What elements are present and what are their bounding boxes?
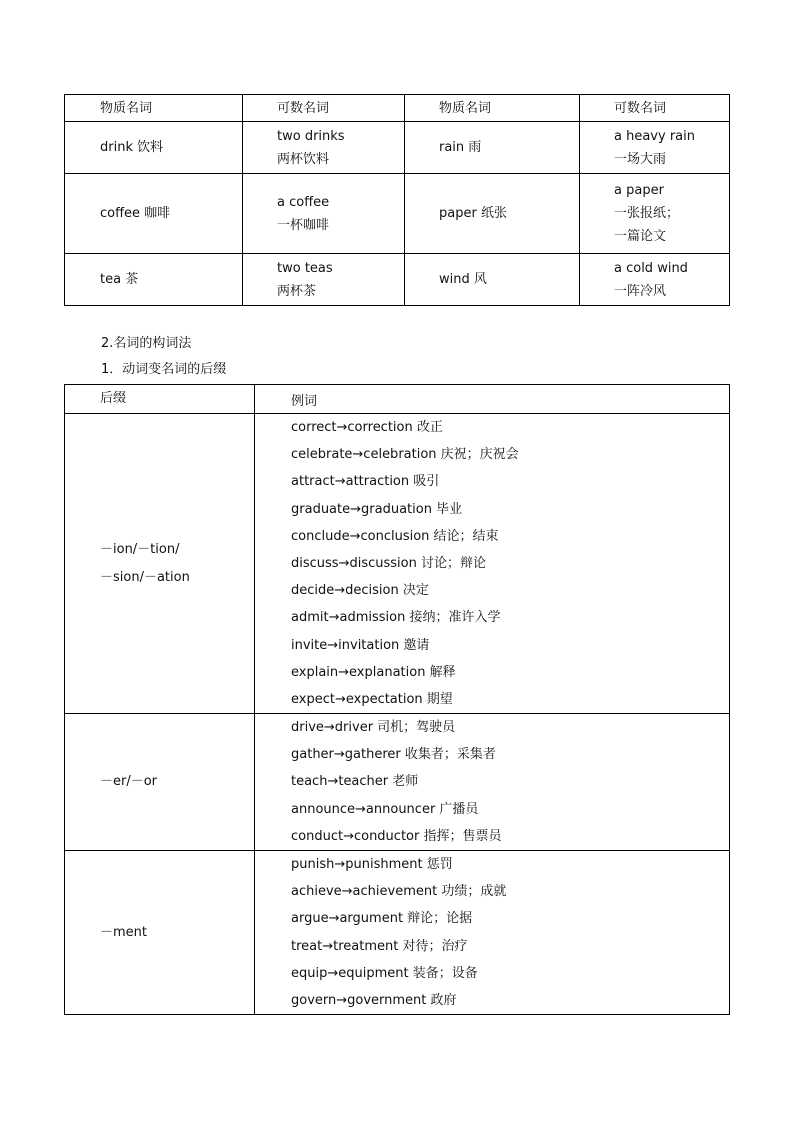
table-row bbox=[65, 174, 730, 254]
header-cell: 物质名词 bbox=[405, 95, 580, 122]
example-word: treat→treatment 对待；治疗 bbox=[291, 938, 468, 954]
example-word: discuss→discussion 讨论；辩论 bbox=[291, 555, 486, 571]
example-word: invite→invitation 邀请 bbox=[291, 637, 430, 653]
example-word: argue→argument 辩论；论据 bbox=[291, 911, 473, 927]
example-word: conduct→conductor 指挥；售票员 bbox=[291, 828, 502, 844]
count-noun-line: 一张报纸； bbox=[614, 206, 680, 221]
example-word: achieve→achievement 功绩；成就 bbox=[291, 884, 507, 900]
example-word: attract→attraction 吸引 bbox=[291, 474, 440, 490]
example-word: correct→correction 改正 bbox=[291, 420, 443, 435]
suffix-cell bbox=[65, 414, 255, 714]
example-word: celebrate→celebration 庆祝；庆祝会 bbox=[291, 447, 519, 463]
examples-cell bbox=[255, 414, 730, 714]
count-noun-line: a heavy rain bbox=[614, 128, 695, 144]
suffix-line: －ion/－tion/ bbox=[100, 541, 180, 557]
examples-cell bbox=[255, 714, 730, 851]
count-noun-line: two drinks bbox=[277, 128, 345, 144]
example-word: equip→equipment 装备；设备 bbox=[291, 965, 478, 981]
suffix-cell bbox=[65, 851, 255, 1015]
example-word: expect→expectation 期望 bbox=[291, 691, 453, 707]
table-header-row bbox=[65, 385, 730, 414]
mass-noun-cell: coffee 咖啡 bbox=[65, 174, 243, 254]
suffix-line: －ment bbox=[100, 924, 147, 940]
table-row bbox=[65, 851, 730, 1015]
example-word: gather→gatherer 收集者；采集者 bbox=[291, 747, 496, 763]
count-noun-line: 两杯饮料 bbox=[277, 151, 330, 167]
count-noun-cell bbox=[580, 254, 730, 306]
count-noun-cell bbox=[243, 174, 405, 254]
example-word: decide→decision 决定 bbox=[291, 583, 429, 599]
suffix-cell bbox=[65, 714, 255, 851]
example-word: announce→announcer 广播员 bbox=[291, 801, 479, 817]
noun-suffix-table bbox=[64, 384, 730, 1015]
example-word: drive→driver 司机；驾驶员 bbox=[291, 720, 456, 736]
section-heading: 2.名词的构词法 bbox=[101, 336, 192, 351]
mass-noun-cell: rain 雨 bbox=[405, 122, 580, 174]
header-cell: 物质名词 bbox=[65, 95, 243, 122]
example-word: teach→teacher 老师 bbox=[291, 774, 419, 790]
mass-noun-cell: paper 纸张 bbox=[405, 174, 580, 254]
examples-cell bbox=[255, 851, 730, 1015]
example-word: punish→punishment 惩罚 bbox=[291, 857, 453, 872]
count-noun-cell bbox=[580, 122, 730, 174]
count-noun-line: 一杯咖啡 bbox=[277, 217, 330, 233]
table-header-row bbox=[65, 95, 730, 122]
section-subheading: 1．动词变名词的后缀 bbox=[101, 362, 227, 377]
header-cell: 例词 bbox=[255, 385, 730, 414]
suffix-line: －er/－or bbox=[100, 774, 158, 790]
count-noun-cell bbox=[580, 174, 730, 254]
mass-noun-cell: drink 饮料 bbox=[65, 122, 243, 174]
table-row bbox=[65, 122, 730, 174]
example-word: explain→explanation 解释 bbox=[291, 664, 456, 680]
header-cell: 可数名词 bbox=[580, 95, 730, 122]
count-noun-line: 两杯茶 bbox=[277, 283, 317, 299]
count-noun-line: a cold wind bbox=[614, 260, 688, 276]
count-noun-cell bbox=[243, 254, 405, 306]
example-word: admit→admission 接纳；准许入学 bbox=[291, 610, 501, 626]
count-noun-line: a coffee bbox=[277, 194, 330, 210]
example-word: govern→government 政府 bbox=[291, 992, 457, 1008]
table-row bbox=[65, 714, 730, 851]
mass-noun-cell: tea 茶 bbox=[65, 254, 243, 306]
example-word: graduate→graduation 毕业 bbox=[291, 501, 463, 517]
count-noun-line: 一场大雨 bbox=[614, 151, 667, 167]
table-row bbox=[65, 414, 730, 714]
table-row bbox=[65, 254, 730, 306]
count-noun-cell bbox=[243, 122, 405, 174]
suffix-line: －sion/－ation bbox=[100, 569, 190, 585]
header-cell: 可数名词 bbox=[243, 95, 405, 122]
example-word: conclude→conclusion 结论；结束 bbox=[291, 528, 499, 544]
mass-count-noun-table bbox=[64, 94, 730, 306]
count-noun-line: 一阵冷风 bbox=[614, 283, 667, 299]
count-noun-line: two teas bbox=[277, 260, 333, 276]
header-cell: 后缀 bbox=[65, 385, 255, 414]
count-noun-line: a paper bbox=[614, 183, 664, 198]
mass-noun-cell: wind 风 bbox=[405, 254, 580, 306]
count-noun-line: 一篇论文 bbox=[614, 229, 667, 244]
